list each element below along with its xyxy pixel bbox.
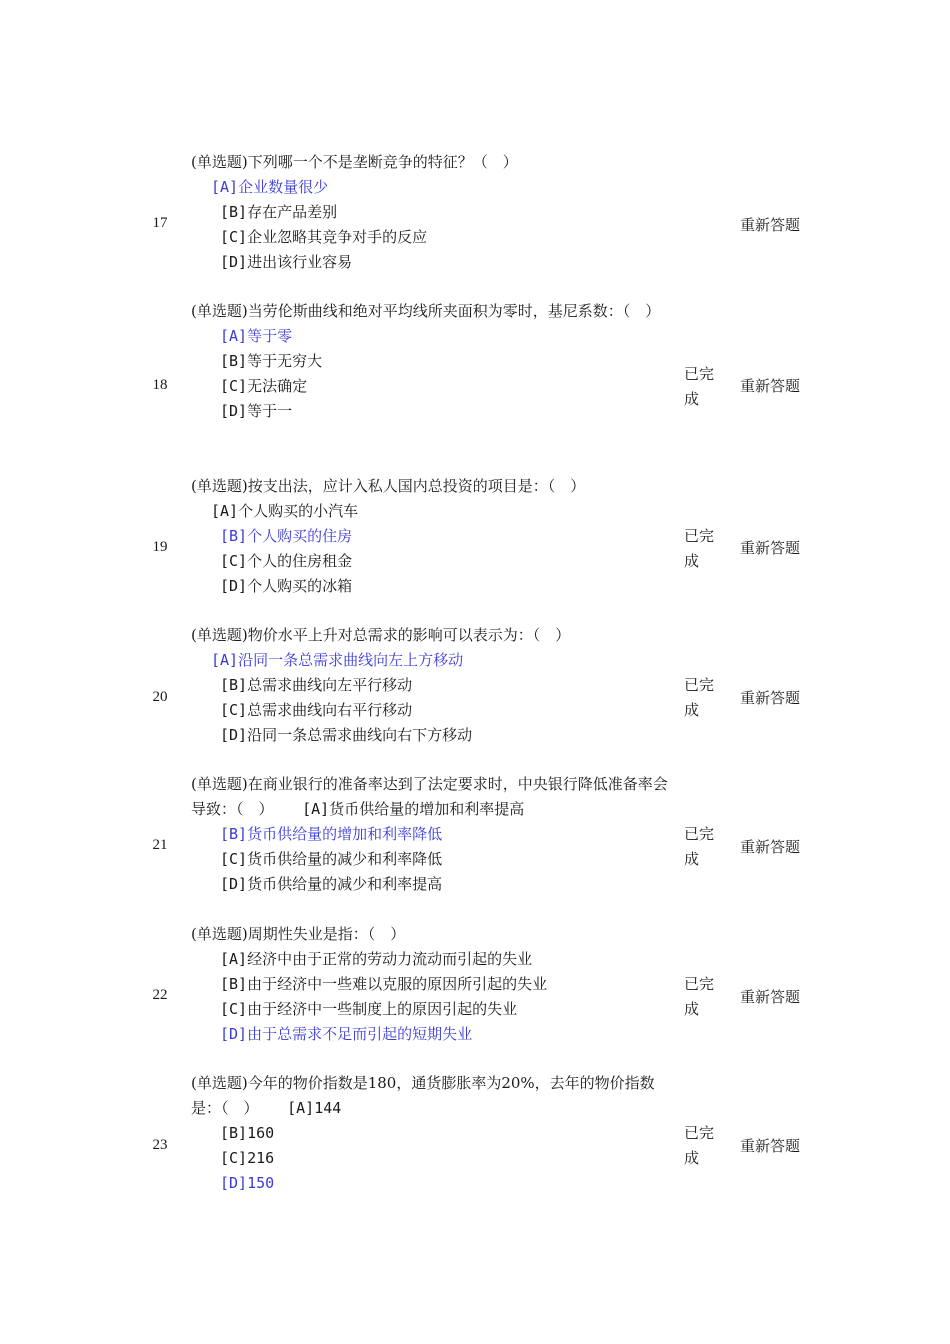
option-b[interactable]: [B]等于无穷大 [220,352,323,370]
redo-answer-link[interactable]: 重新答题 [740,539,801,557]
option-a[interactable]: [A]沿同一条总需求曲线向左上方移动 [211,651,464,669]
option-c[interactable]: [C]总需求曲线向右平行移动 [220,701,413,719]
option-d[interactable]: [D]个人购买的冰箱 [220,577,353,595]
option-b[interactable]: [B]存在产品差别 [220,203,338,221]
question-stem: (单选题)按支出法，应计入私人国内总投资的项目是：（ ） [191,477,586,495]
redo-answer-link[interactable]: 重新答题 [740,838,801,856]
question-stem: (单选题)在商业银行的准备率达到了法定要求时，中央银行降低准备率会导致：（ ） [A]货币供给量的增加和利率提高 [191,775,668,818]
option-c[interactable]: [C]由于经济中一些制度上的原因引起的失业 [220,1000,518,1018]
option-c[interactable]: [C]个人的住房租金 [220,552,353,570]
option-b[interactable]: [B]个人购买的住房 [220,527,353,545]
question-number: 22 [152,987,168,1003]
option-a[interactable]: [A] [287,1099,315,1117]
status-badge: 已完成 [684,1124,715,1167]
status-badge: 已完成 [684,825,715,868]
option-c[interactable]: [C]货币供给量的减少和利率降低 [220,850,443,868]
option-c[interactable]: [C]无法确定 [220,377,308,395]
question-stem: (单选题)物价水平上升对总需求的影响可以表示为：（ ） [191,626,571,644]
status-badge: 已完成 [684,365,715,408]
question-stem: (单选题)今年的物价指数是180，通货膨胀率为20%，去年的物价指数是：（ ） [A]144 [191,1074,655,1117]
option-d[interactable]: [D]等于一 [220,402,293,420]
redo-answer-link[interactable]: 重新答题 [740,216,801,234]
option-a[interactable]: [A] [302,800,330,818]
question-body [191,623,671,748]
question-number: 23 [152,1137,168,1153]
option-b[interactable]: [B]货币供给量的增加和利率降低 [220,825,443,843]
redo-answer-link[interactable]: 重新答题 [740,377,801,395]
option-a[interactable]: [A]经济中由于正常的劳动力流动而引起的失业 [220,950,533,968]
question-number: 21 [152,837,168,853]
question-stem: (单选题)周期性失业是指：（ ） [191,925,406,943]
option-d[interactable]: [D]沿同一条总需求曲线向右下方移动 [220,726,473,744]
option-d[interactable]: [D]货币供给量的减少和利率提高 [220,875,443,893]
status-badge: 已完成 [684,676,715,719]
option-b[interactable]: [B]由于经济中一些难以克服的原因所引起的失业 [220,975,548,993]
option-a[interactable]: [A]等于零 [220,327,293,345]
option-d[interactable]: [D]进出该行业容易 [220,253,353,271]
redo-answer-link[interactable]: 重新答题 [740,1137,801,1155]
question-body [191,772,671,897]
status-badge: 已完成 [684,975,715,1018]
option-a[interactable]: [A]个人购买的小汽车 [211,502,359,520]
redo-answer-link[interactable]: 重新答题 [740,689,801,707]
option-a[interactable]: [A]企业数量很少 [211,178,329,196]
question-number: 18 [152,377,168,393]
question-number: 20 [152,689,168,705]
option-b[interactable]: [B]160 [220,1124,275,1142]
question-body [191,299,671,424]
question-body [191,474,671,599]
question-stem: (单选题)下列哪一个不是垄断竞争的特征？（ ） [191,153,518,171]
status-badge: 已完成 [684,527,715,570]
question-number: 19 [152,539,168,555]
option-b[interactable]: [B]总需求曲线向左平行移动 [220,676,413,694]
redo-answer-link[interactable]: 重新答题 [740,988,801,1006]
option-c[interactable]: [C]216 [220,1149,275,1167]
option-c[interactable]: [C]企业忽略其竞争对手的反应 [220,228,428,246]
option-d[interactable]: [D]150 [220,1174,275,1192]
question-body [191,922,671,1047]
option-d[interactable]: [D]由于总需求不足而引起的短期失业 [220,1025,473,1043]
question-stem: (单选题)当劳伦斯曲线和绝对平均线所夹面积为零时，基尼系数：（ ） [191,302,661,320]
question-body [191,150,671,275]
question-number: 17 [152,215,168,231]
question-body [191,1071,671,1196]
